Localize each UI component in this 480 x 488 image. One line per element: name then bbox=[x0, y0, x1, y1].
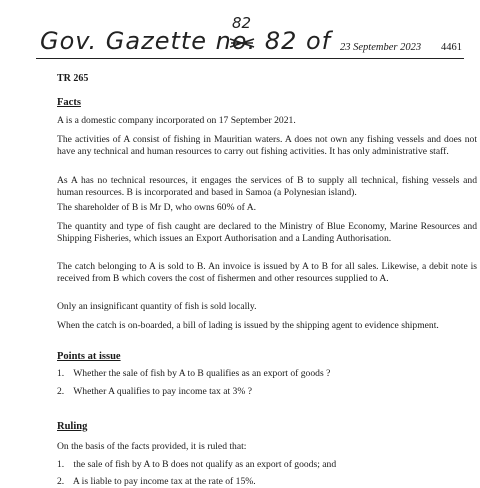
ruling-number: 2. bbox=[57, 476, 65, 487]
strikeout-scribble bbox=[229, 36, 255, 50]
issue-text: Whether A qualifies to pay income tax at 3% ? bbox=[73, 386, 252, 397]
issue-item bbox=[57, 386, 477, 398]
ruling-item bbox=[57, 459, 477, 471]
facts-heading: Facts bbox=[57, 97, 81, 108]
facts-paragraph: The catch belonging to A is sold to B. An invoice is issued by A to B for all sales. Likewise, a debit note is received from B which covers the cost of fishermen and other resources supplied to A. bbox=[57, 261, 477, 284]
page-number: 4461 bbox=[441, 42, 462, 53]
handwritten-gazette-note: Gov. Gazette no. 82 of bbox=[40, 27, 332, 55]
issue-number: 1. bbox=[57, 368, 65, 379]
facts-paragraph: The quantity and type of fish caught are declared to the Ministry of Blue Economy, Marine Resources and Shipping Fisheries, which issues an Export Authorisation and a Landing Authorisation. bbox=[57, 221, 477, 244]
facts-paragraph: The activities of A consist of fishing in Mauritian waters. A does not own any fishing vessels and does not have any technical and human resources to carry out fishing activities. It has only administrative staff. bbox=[57, 134, 477, 157]
ruling-text: the sale of fish by A to B does not qualify as an export of goods; and bbox=[73, 459, 337, 470]
issue-item bbox=[57, 368, 477, 380]
ruling-item bbox=[57, 476, 477, 488]
facts-paragraph: As A has no technical resources, it engages the services of B to supply all technical, fishing vessels and human resources. B is incorporated and based in Samoa (a Polynesian island). bbox=[57, 175, 477, 198]
handwritten-correction-number: 82 bbox=[232, 14, 252, 32]
facts-paragraph: The shareholder of B is Mr D, who owns 60% of A. bbox=[57, 202, 257, 213]
facts-paragraph: When the catch is on-boarded, a bill of lading is issued by the shipping agent to evidence shipment. bbox=[57, 320, 439, 331]
facts-paragraph: A is a domestic company incorporated on 17 September 2021. bbox=[57, 115, 296, 126]
facts-paragraph: Only an insignificant quantity of fish is sold locally. bbox=[57, 301, 257, 312]
gazette-date: 23 September 2023 bbox=[340, 42, 422, 53]
ruling-intro: On the basis of the facts provided, it is ruled that: bbox=[57, 441, 247, 452]
points-at-issue-heading: Points at issue bbox=[57, 351, 121, 362]
ruling-number: 1. bbox=[57, 459, 65, 470]
ruling-text: A is liable to pay income tax at the rate of 15%. bbox=[72, 476, 256, 487]
ruling-reference: TR 265 bbox=[57, 73, 89, 84]
ruling-heading: Ruling bbox=[57, 421, 88, 432]
header-rule bbox=[36, 58, 464, 59]
issue-text: Whether the sale of fish by A to B qualifies as an export of goods ? bbox=[73, 368, 331, 379]
issue-number: 2. bbox=[57, 386, 65, 397]
